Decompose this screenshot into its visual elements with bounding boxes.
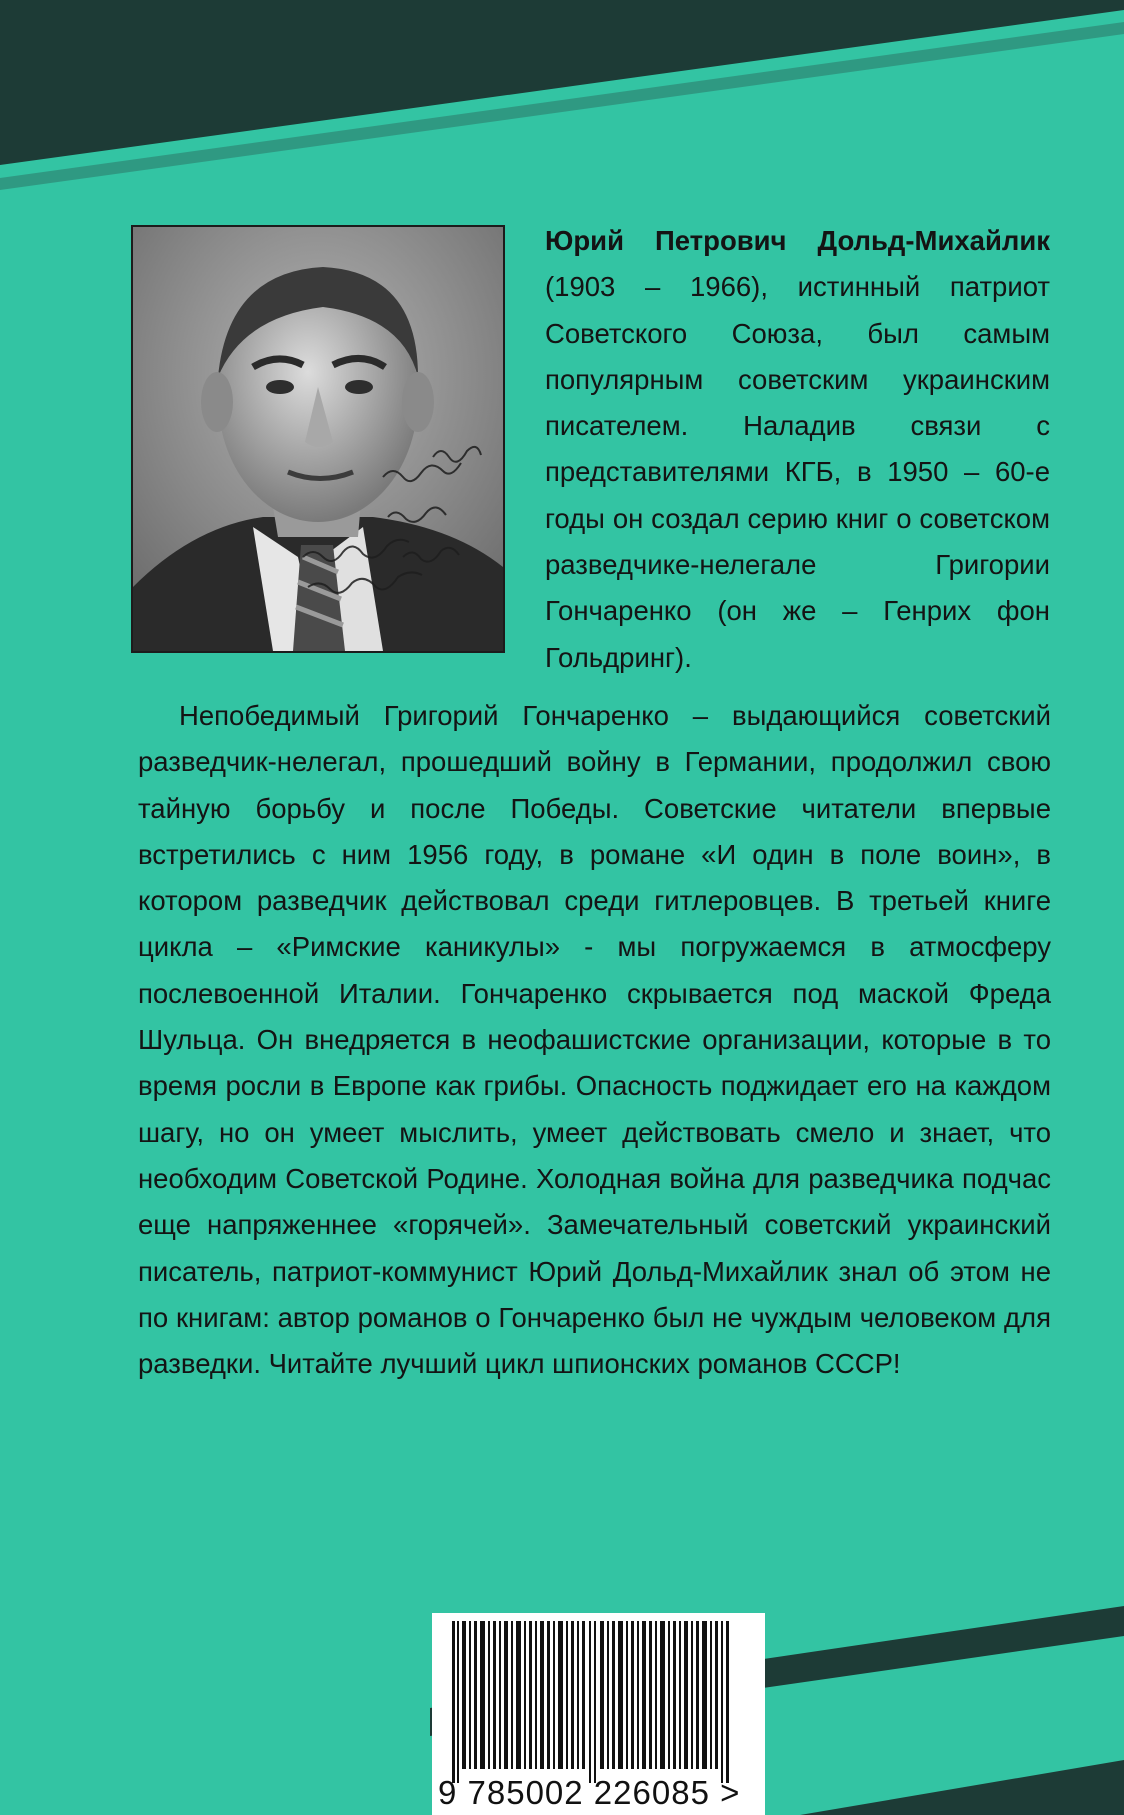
author-bio [545,218,1050,681]
author-name: Юрий Петрович Дольд-Михайлик [545,225,1050,256]
isbn-barcode [432,1613,765,1815]
book-description: Непобедимый Григорий Гончаренко – выдающийся советский разведчик-нелегал, прошедший войну в Германии, продолжил свою тайную борьбу и после Победы. Советские читатели впервые встретились с ним 1956 году, в романе «И один в поле воин», в котором разведчик действовал среди гитлеровцев. В третьей книге цикла – «Римские каникулы» - мы погружаемся в атмосферу послевоенной Италии. Гончаренко скрывается под маской Фреда Шульца. Он внедряется в неофашистские организации, которые в то время росли в Европе как грибы. Опасность поджидает его на каждом шагу, но он умеет мыслить, умеет действовать смело и знает, что необходим Советской Родине. Холодная война для разведчика подчас еще напряженнее «горячей». Замечательный советский украинский писатель, патриот-коммунист Юрий Дольд-Михайлик знал об этом не по книгам: автор романов о Гончаренко был не чуждым человеком для разведки. Читайте лучший цикл шпионских романов СССР! [138,700,1051,1380]
author-photo [133,227,503,651]
author-bio-text: (1903 – 1966), истинный патриот Советского Союза, был самым популярным советским украинским писателем. Наладив связи с представителями КГБ, в 1950 – 60-е годы он создал серию книг о советском разведчике-нелегале Григории Гончаренко (он же – Генрих фон Гольдринг). [545,271,1050,673]
isbn-digits: 9 785002 226085 > [438,1774,741,1811]
author-portrait [131,225,505,653]
